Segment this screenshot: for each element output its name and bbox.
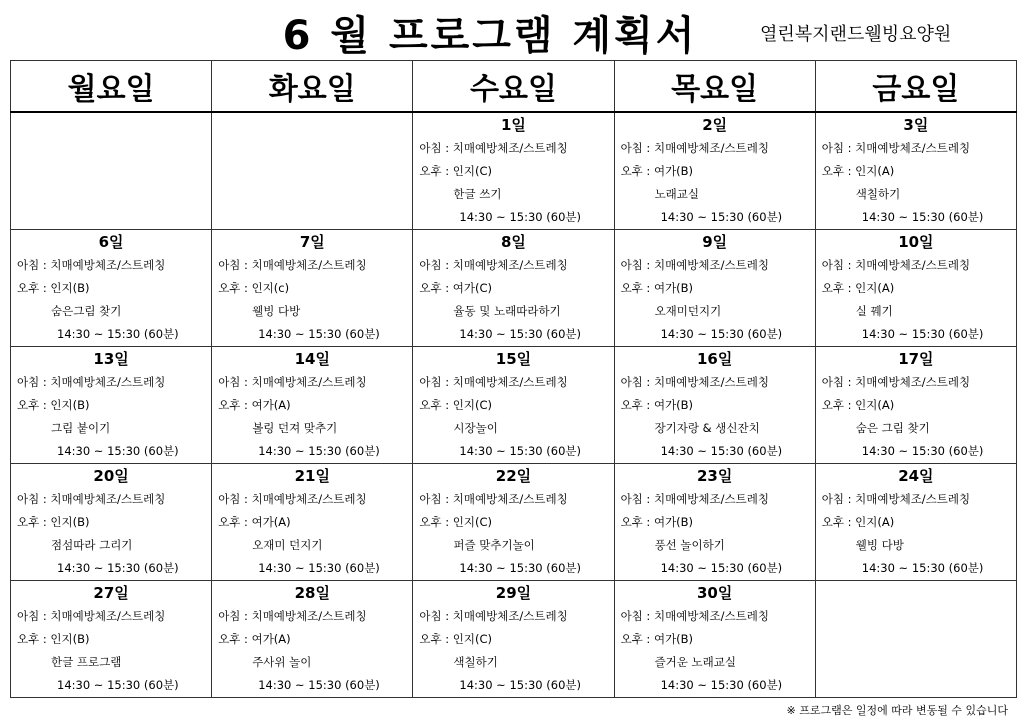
afternoon-program: 오후 : 인지(A) [821, 398, 895, 412]
day-cell [212, 230, 413, 347]
day-number: 2일 [702, 116, 728, 134]
activity-time: 14:30 ~ 15:30 (60분) [258, 678, 380, 692]
morning-program: 아침 : 치매예방체조/스트레칭 [218, 609, 367, 623]
activity-time: 14:30 ~ 15:30 (60분) [861, 444, 984, 458]
day-number: 13일 [93, 350, 129, 368]
afternoon-program: 오후 : 인지(C) [419, 632, 492, 646]
afternoon-program: 오후 : 인지(A) [821, 281, 895, 295]
morning-program: 아침 : 치매예방체조/스트레칭 [620, 258, 769, 272]
week-row [11, 112, 1017, 230]
day-number: 30일 [696, 584, 733, 602]
day-cell [413, 464, 614, 581]
page-title: 6 월 프로그램 계획서 [282, 13, 698, 59]
activity-name: 숨은 그림 찾기 [855, 421, 930, 435]
schedule-table [10, 60, 1017, 698]
activity-name: 색칠하기 [453, 655, 498, 669]
day-number: 7일 [299, 233, 325, 251]
activity-name: 웰빙 다방 [252, 304, 301, 318]
activity-name: 색칠하기 [855, 187, 901, 201]
morning-program: 아침 : 치매예방체조/스트레칭 [17, 258, 166, 272]
day-cell [614, 347, 815, 464]
day-cell [212, 581, 413, 698]
activity-name: 점섬따라 그리기 [51, 538, 133, 552]
morning-program: 아침 : 치매예방체조/스트레칭 [218, 258, 367, 272]
activity-time: 14:30 ~ 15:30 (60분) [861, 327, 984, 341]
organization-name: 열린복지랜드웰빙요양원 [760, 24, 952, 45]
afternoon-program: 오후 : 여가(B) [620, 398, 694, 412]
activity-name: 율동 및 노래따라하기 [453, 304, 561, 318]
activity-name: 오재미 던지기 [252, 538, 323, 552]
day-number: 14일 [294, 350, 330, 368]
footnote: ※ 프로그램은 일정에 따라 변동될 수 있습니다 [786, 704, 1008, 717]
day-number: 1일 [501, 116, 526, 134]
morning-program: 아침 : 치매예방체조/스트레칭 [419, 258, 568, 272]
activity-time: 14:30 ~ 15:30 (60분) [258, 561, 380, 575]
morning-program: 아침 : 치매예방체조/스트레칭 [821, 375, 971, 389]
afternoon-program: 오후 : 인지(c) [218, 281, 290, 295]
afternoon-program: 오후 : 인지(C) [419, 398, 492, 412]
day-number: 23일 [696, 467, 733, 485]
day-cell [614, 230, 815, 347]
day-cell [413, 347, 614, 464]
activity-time: 14:30 ~ 15:30 (60분) [57, 561, 179, 575]
weekday-header-mon: 월요일 [11, 61, 212, 113]
activity-name: 장기자랑 & 생신잔치 [654, 421, 760, 435]
activity-name: 퍼즐 맞추기놀이 [453, 538, 535, 552]
day-number: 28일 [294, 584, 330, 602]
day-cell [815, 347, 1016, 464]
afternoon-program: 오후 : 인지(B) [17, 515, 90, 529]
activity-time: 14:30 ~ 15:30 (60분) [660, 561, 783, 575]
activity-name: 노래교실 [654, 187, 699, 201]
afternoon-program: 오후 : 여가(A) [218, 632, 291, 646]
day-cell [11, 230, 212, 347]
day-number: 10일 [898, 233, 934, 251]
day-cell [11, 347, 212, 464]
activity-time: 14:30 ~ 15:30 (60분) [459, 210, 581, 224]
day-cell [11, 464, 212, 581]
afternoon-program: 오후 : 여가(B) [620, 632, 694, 646]
activity-time: 14:30 ~ 15:30 (60분) [57, 327, 179, 341]
day-number: 6일 [98, 233, 124, 251]
day-number: 8일 [501, 233, 526, 251]
morning-program: 아침 : 치매예방체조/스트레칭 [821, 258, 971, 272]
activity-name: 오재미던지기 [654, 304, 722, 318]
morning-program: 아침 : 치매예방체조/스트레칭 [17, 492, 166, 506]
day-cell [413, 581, 614, 698]
day-number: 27일 [93, 584, 129, 602]
activity-time: 14:30 ~ 15:30 (60분) [258, 327, 380, 341]
day-number: 9일 [702, 233, 728, 251]
weekday-header-fri: 금요일 [815, 61, 1016, 113]
morning-program: 아침 : 치매예방체조/스트레칭 [620, 141, 769, 155]
activity-time: 14:30 ~ 15:30 (60분) [57, 678, 179, 692]
activity-time: 14:30 ~ 15:30 (60분) [459, 678, 581, 692]
day-number: 3일 [903, 116, 929, 134]
activity-name: 한글 프로그램 [51, 655, 122, 669]
afternoon-program: 오후 : 여가(B) [620, 164, 694, 178]
day-cell [614, 581, 815, 698]
afternoon-program: 오후 : 인지(B) [17, 632, 90, 646]
day-cell [413, 112, 614, 230]
day-cell [413, 230, 614, 347]
week-row [11, 581, 1017, 698]
empty-day-cell [815, 581, 1016, 698]
activity-name: 웰빙 다방 [855, 538, 904, 552]
activity-time: 14:30 ~ 15:30 (60분) [459, 327, 581, 341]
activity-name: 즐거운 노래교실 [654, 655, 736, 669]
activity-time: 14:30 ~ 15:30 (60분) [660, 210, 783, 224]
activity-time: 14:30 ~ 15:30 (60분) [660, 678, 783, 692]
activity-name: 시장놀이 [453, 421, 498, 435]
activity-name: 주사위 놀이 [252, 655, 312, 669]
activity-time: 14:30 ~ 15:30 (60분) [459, 561, 581, 575]
day-cell [815, 230, 1016, 347]
empty-day-cell [212, 112, 413, 230]
day-number: 15일 [495, 350, 532, 368]
activity-time: 14:30 ~ 15:30 (60분) [57, 444, 179, 458]
afternoon-program: 오후 : 여가(A) [218, 398, 291, 412]
morning-program: 아침 : 치매예방체조/스트레칭 [419, 375, 568, 389]
day-cell [614, 112, 815, 230]
day-number: 20일 [93, 467, 129, 485]
activity-time: 14:30 ~ 15:30 (60분) [660, 327, 783, 341]
activity-name: 그림 붙이기 [51, 421, 111, 435]
day-number: 16일 [696, 350, 733, 368]
afternoon-program: 오후 : 여가(B) [620, 515, 694, 529]
afternoon-program: 오후 : 인지(B) [17, 281, 90, 295]
week-row [11, 230, 1017, 347]
morning-program: 아침 : 치매예방체조/스트레칭 [620, 609, 769, 623]
day-cell [815, 464, 1016, 581]
afternoon-program: 오후 : 여가(A) [218, 515, 291, 529]
afternoon-program: 오후 : 인지(A) [821, 164, 895, 178]
day-number: 21일 [294, 467, 330, 485]
activity-time: 14:30 ~ 15:30 (60분) [861, 561, 984, 575]
day-cell [212, 464, 413, 581]
afternoon-program: 오후 : 인지(A) [821, 515, 895, 529]
activity-name: 풍선 놀이하기 [654, 538, 725, 552]
morning-program: 아침 : 치매예방체조/스트레칭 [17, 609, 166, 623]
afternoon-program: 오후 : 인지(B) [17, 398, 90, 412]
day-cell [614, 464, 815, 581]
weekday-header-thu: 목요일 [614, 61, 815, 113]
activity-name: 한글 쓰기 [453, 187, 502, 201]
day-number: 22일 [495, 467, 532, 485]
day-number: 24일 [898, 467, 934, 485]
week-row [11, 464, 1017, 581]
weekday-header-wed: 수요일 [413, 61, 614, 113]
morning-program: 아침 : 치매예방체조/스트레칭 [218, 375, 367, 389]
day-number: 17일 [898, 350, 934, 368]
weekday-header-tue: 화요일 [212, 61, 413, 113]
morning-program: 아침 : 치매예방체조/스트레칭 [419, 141, 568, 155]
weekday-header-row [11, 61, 1017, 113]
morning-program: 아침 : 치매예방체조/스트레칭 [821, 492, 971, 506]
activity-name: 볼링 던져 맞추기 [252, 421, 338, 435]
afternoon-program: 오후 : 여가(B) [620, 281, 694, 295]
week-row [11, 347, 1017, 464]
morning-program: 아침 : 치매예방체조/스트레칭 [419, 609, 568, 623]
activity-time: 14:30 ~ 15:30 (60분) [459, 444, 581, 458]
morning-program: 아침 : 치매예방체조/스트레칭 [821, 141, 971, 155]
activity-time: 14:30 ~ 15:30 (60분) [258, 444, 380, 458]
day-number: 29일 [495, 584, 532, 602]
morning-program: 아침 : 치매예방체조/스트레칭 [620, 375, 769, 389]
day-cell [11, 581, 212, 698]
day-cell [815, 112, 1016, 230]
morning-program: 아침 : 치매예방체조/스트레칭 [218, 492, 367, 506]
morning-program: 아침 : 치매예방체조/스트레칭 [620, 492, 769, 506]
afternoon-program: 오후 : 여가(C) [419, 281, 492, 295]
morning-program: 아침 : 치매예방체조/스트레칭 [17, 375, 166, 389]
morning-program: 아침 : 치매예방체조/스트레칭 [419, 492, 568, 506]
activity-name: 숨은그림 찾기 [51, 304, 122, 318]
afternoon-program: 오후 : 인지(C) [419, 515, 492, 529]
activity-name: 실 꿰기 [855, 304, 893, 318]
activity-time: 14:30 ~ 15:30 (60분) [660, 444, 783, 458]
day-cell [212, 347, 413, 464]
afternoon-program: 오후 : 인지(C) [419, 164, 492, 178]
activity-time: 14:30 ~ 15:30 (60분) [861, 210, 984, 224]
empty-day-cell [11, 112, 212, 230]
